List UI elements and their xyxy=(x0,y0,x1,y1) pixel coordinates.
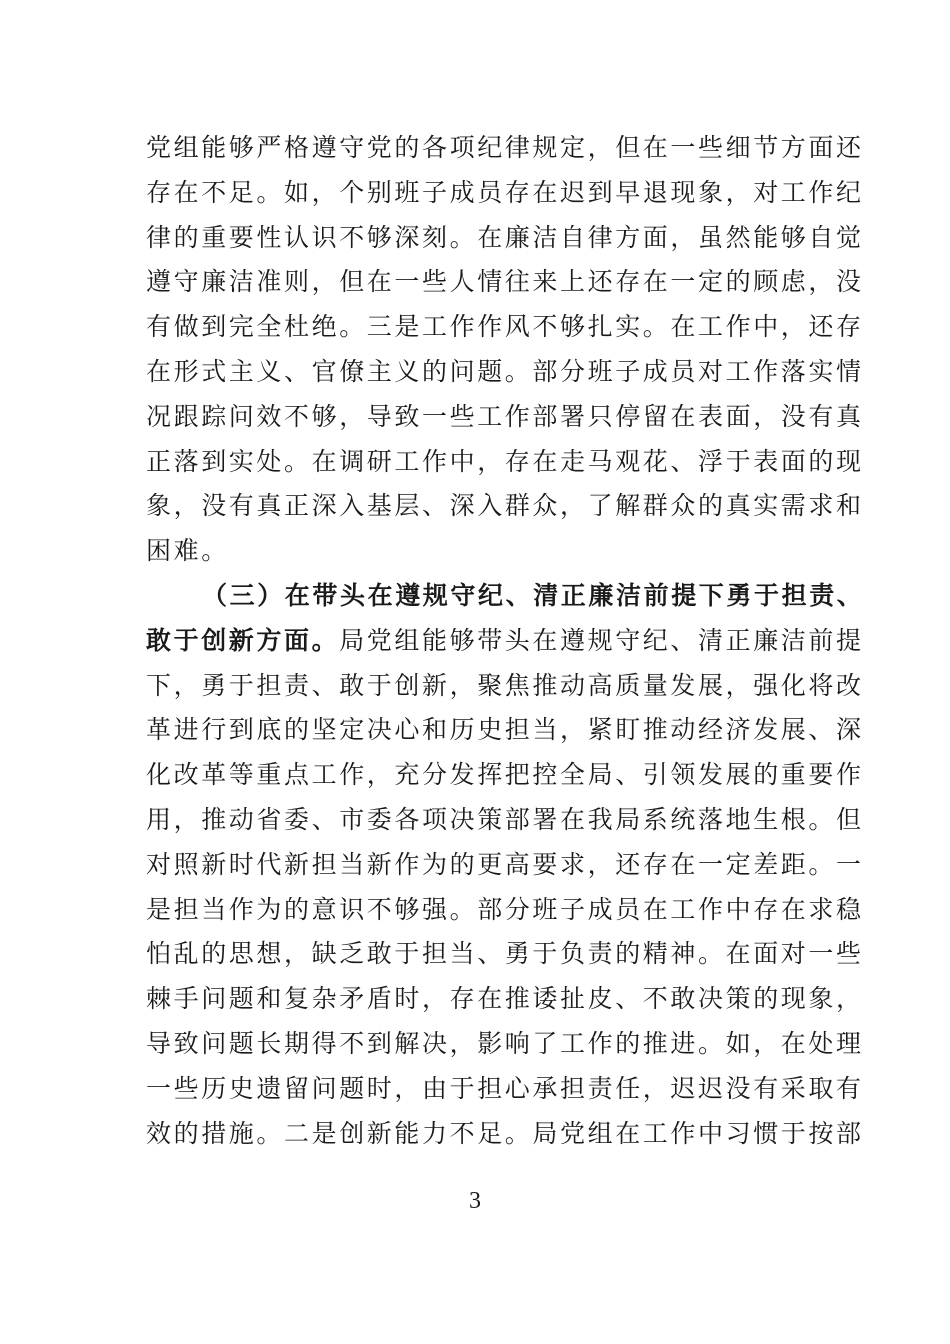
text-segment: 困难。 xyxy=(146,536,229,566)
text-segment: 用，推动省委、市委各项决策部署在我局系统落地生根。但 xyxy=(146,804,864,834)
text-segment: 下，勇于担责、敢于创新，聚焦推动高质量发展，强化将改 xyxy=(146,670,864,700)
text-line xyxy=(146,574,865,619)
text-line xyxy=(146,798,864,843)
text-line xyxy=(146,216,864,261)
text-segment: 导致问题长期得不到解决，影响了工作的推进。如，在处理 xyxy=(146,1028,864,1058)
text-segment: 棘手问题和复杂矛盾时，存在推诿扯皮、不敢决策的现象， xyxy=(146,984,864,1014)
text-segment: 效的措施。二是创新能力不足。局党组在工作中习惯于按部 xyxy=(146,1118,864,1148)
text-line xyxy=(146,888,864,933)
text-line xyxy=(146,843,864,888)
text-segment: 象，没有真正深入基层、深入群众，了解群众的真实需求和 xyxy=(146,491,864,521)
body-text xyxy=(146,126,865,1156)
text-line xyxy=(146,171,864,216)
text-segment: 律的重要性认识不够深刻。在廉洁自律方面，虽然能够自觉 xyxy=(146,222,864,252)
text-segment: 况跟踪问效不够，导致一些工作部署只停留在表面，没有真 xyxy=(146,401,864,431)
text-segment: 化改革等重点工作，充分发挥把控全局、引领发展的重要作 xyxy=(146,760,864,790)
text-segment: 怕乱的思想，缺乏敢于担当、勇于负责的精神。在面对一些 xyxy=(146,939,864,969)
text-line xyxy=(146,1112,864,1157)
text-line xyxy=(146,484,864,529)
text-line xyxy=(146,1067,864,1112)
text-segment: 对照新时代新担当新作为的更高要求，还存在一定差距。一 xyxy=(146,849,864,879)
text-line xyxy=(146,619,864,664)
text-line xyxy=(146,126,864,171)
page-number: 3 xyxy=(469,1188,481,1214)
text-segment: 正落到实处。在调研工作中，存在走马观花、浮于表面的现 xyxy=(146,446,864,476)
text-line xyxy=(146,440,864,485)
text-segment: 一些历史遗留问题时，由于担心承担责任，迟迟没有采取有 xyxy=(146,1073,864,1103)
text-line xyxy=(146,708,864,753)
bold-text-segment: （三）在带头在遵规守纪、清正廉洁前提下勇于担责、 xyxy=(202,580,865,610)
text-segment: 局党组能够带头在遵规守纪、清正廉洁前提 xyxy=(339,625,864,655)
text-line xyxy=(146,932,864,977)
text-line xyxy=(146,260,864,305)
text-segment: 革进行到底的坚定决心和历史担当，紧盯推动经济发展、深 xyxy=(146,715,864,745)
text-line xyxy=(146,753,864,798)
text-segment: 在形式主义、官僚主义的问题。部分班子成员对工作落实情 xyxy=(146,356,864,386)
text-line xyxy=(146,350,864,395)
text-line xyxy=(146,395,864,440)
text-line xyxy=(146,977,864,1022)
bold-text-segment: 敢于创新方面。 xyxy=(146,625,340,655)
text-line xyxy=(146,305,864,350)
text-line xyxy=(146,529,810,574)
text-segment: 遵守廉洁准则，但在一些人情往来上还存在一定的顾虑，没 xyxy=(146,267,864,297)
text-line xyxy=(146,664,864,709)
text-segment: 存在不足。如，个别班子成员存在迟到早退现象，对工作纪 xyxy=(146,177,864,207)
text-segment: 是担当作为的意识不够强。部分班子成员在工作中存在求稳 xyxy=(146,894,864,924)
text-line xyxy=(146,1022,864,1067)
text-segment: 党组能够严格遵守党的各项纪律规定，但在一些细节方面还 xyxy=(146,133,864,162)
text-segment: 有做到完全杜绝。三是工作作风不够扎实。在工作中，还存 xyxy=(146,312,864,342)
